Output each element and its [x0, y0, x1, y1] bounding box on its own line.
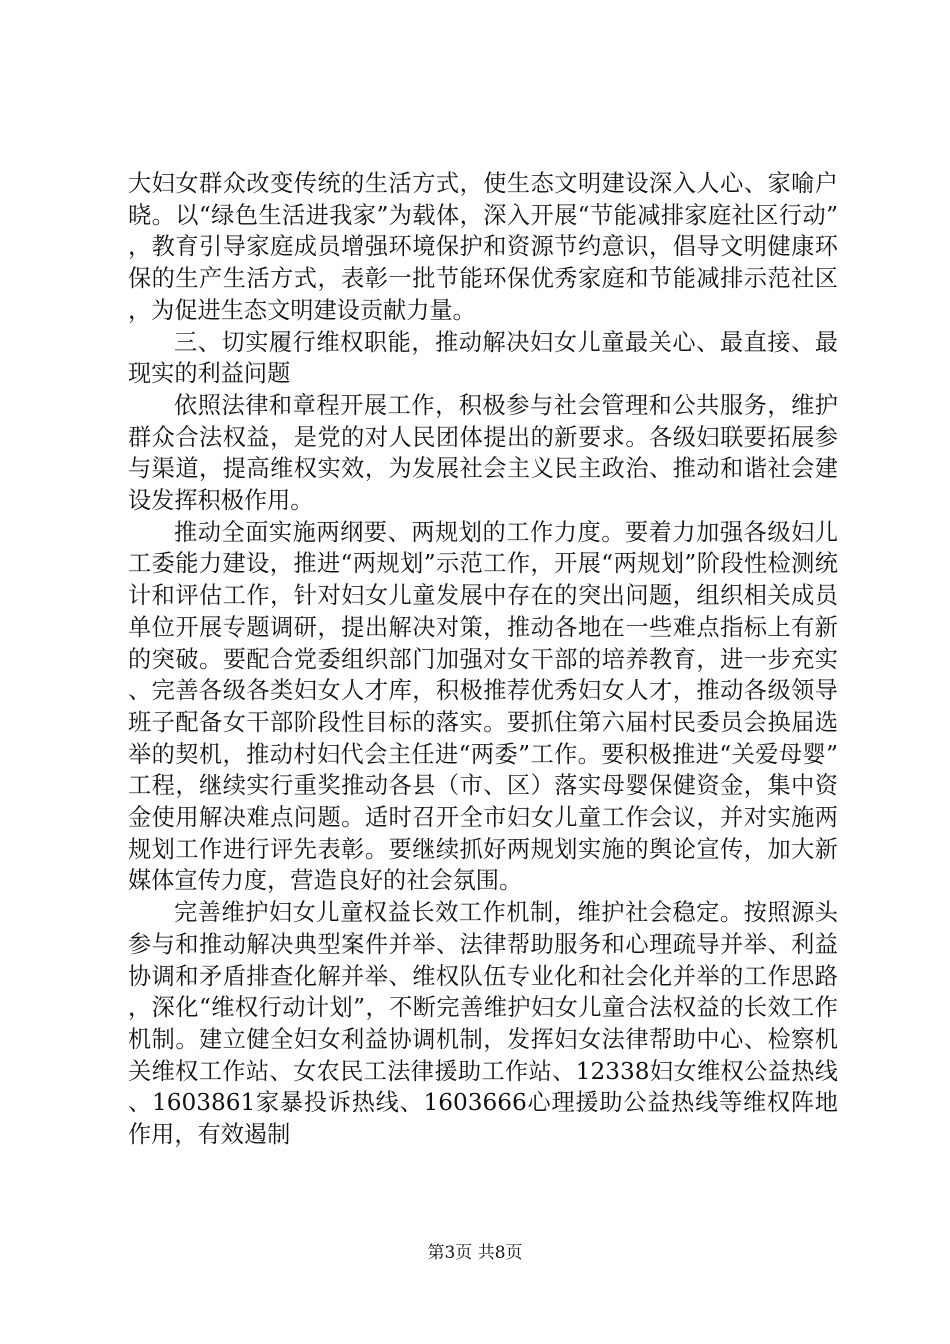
- document-body: [128, 168, 838, 1151]
- paragraph-3: 依照法律和章程开展工作，积极参与社会管理和公共服务，维护群众合法权益，是党的对人民团体提出的新要求。各级妇联要拓展参与渠道，提高维权实效，为发展社会主义民主政治、推动和谐社会建设发挥积极作用。: [128, 391, 838, 515]
- paragraph-1: 大妇女群众改变传统的生活方式，使生态文明建设深入人心、家喻户晓。以“绿色生活进我家”为载体，深入开展“节能减排家庭社区行动”，教育引导家庭成员增强环境保护和资源节约意识，倡导文明健康环保的生产生活方式，表彰一批节能环保优秀家庭和节能减排示范社区，为促进生态文明建设贡献力量。: [128, 170, 838, 324]
- paragraph-4: 推动全面实施两纲要、两规划的工作力度。要着力加强各级妇儿工委能力建设，推进“两规划”示范工作，开展“两规划”阶段性检测统计和评估工作，针对妇女儿童发展中存在的突出问题，组织相关成员单位开展专题调研，提出解决对策，推动各地在一些难点指标上有新的突破。要配合党委组织部门加强对女干部的培养教育，进一步充实、完善各级各类妇女人才库，积极推荐优秀妇女人才，推动各级领导班子配备女干部阶段性目标的落实。要抓住第六届村民委员会换届选举的契机，推动村妇代会主任进“两委”工作。要积极推进“关爱母婴”工程，继续实行重奖推动各县（市、区）落实母婴保健资金，集中资金使用解决难点问题。适时召开全市妇女儿童工作会议，并对实施两规划工作进行评先表彰。要继续抓好两规划实施的舆论宣传，加大新媒体宣传力度，营造良好的社会氛围。: [128, 518, 838, 895]
- section-heading-3: 三、切实履行维权职能，推动解决妇女儿童最关心、最直接、最现实的利益问题: [128, 328, 838, 388]
- page-footer: 第3页 共8页: [427, 1243, 523, 1263]
- paragraph-5: 完善维护妇女儿童权益长效工作机制，维护社会稳定。按照源头参与和推动解决典型案件并举、法律帮助服务和心理疏导并举、利益协调和矛盾排查化解并举、维权队伍专业化和社会化并举的工作思路，深化“维权行动计划”，不断完善维护妇女儿童合法权益的长效工作机制。建立健全妇女利益协调机制，发挥妇女法律帮助中心、检察机关维权工作站、女农民工法律援助工作站、12338妇女维权公益热线、1603861家暴投诉热线、1603666心理援助公益热线等维权阵地作用，有效遏制: [128, 899, 838, 1149]
